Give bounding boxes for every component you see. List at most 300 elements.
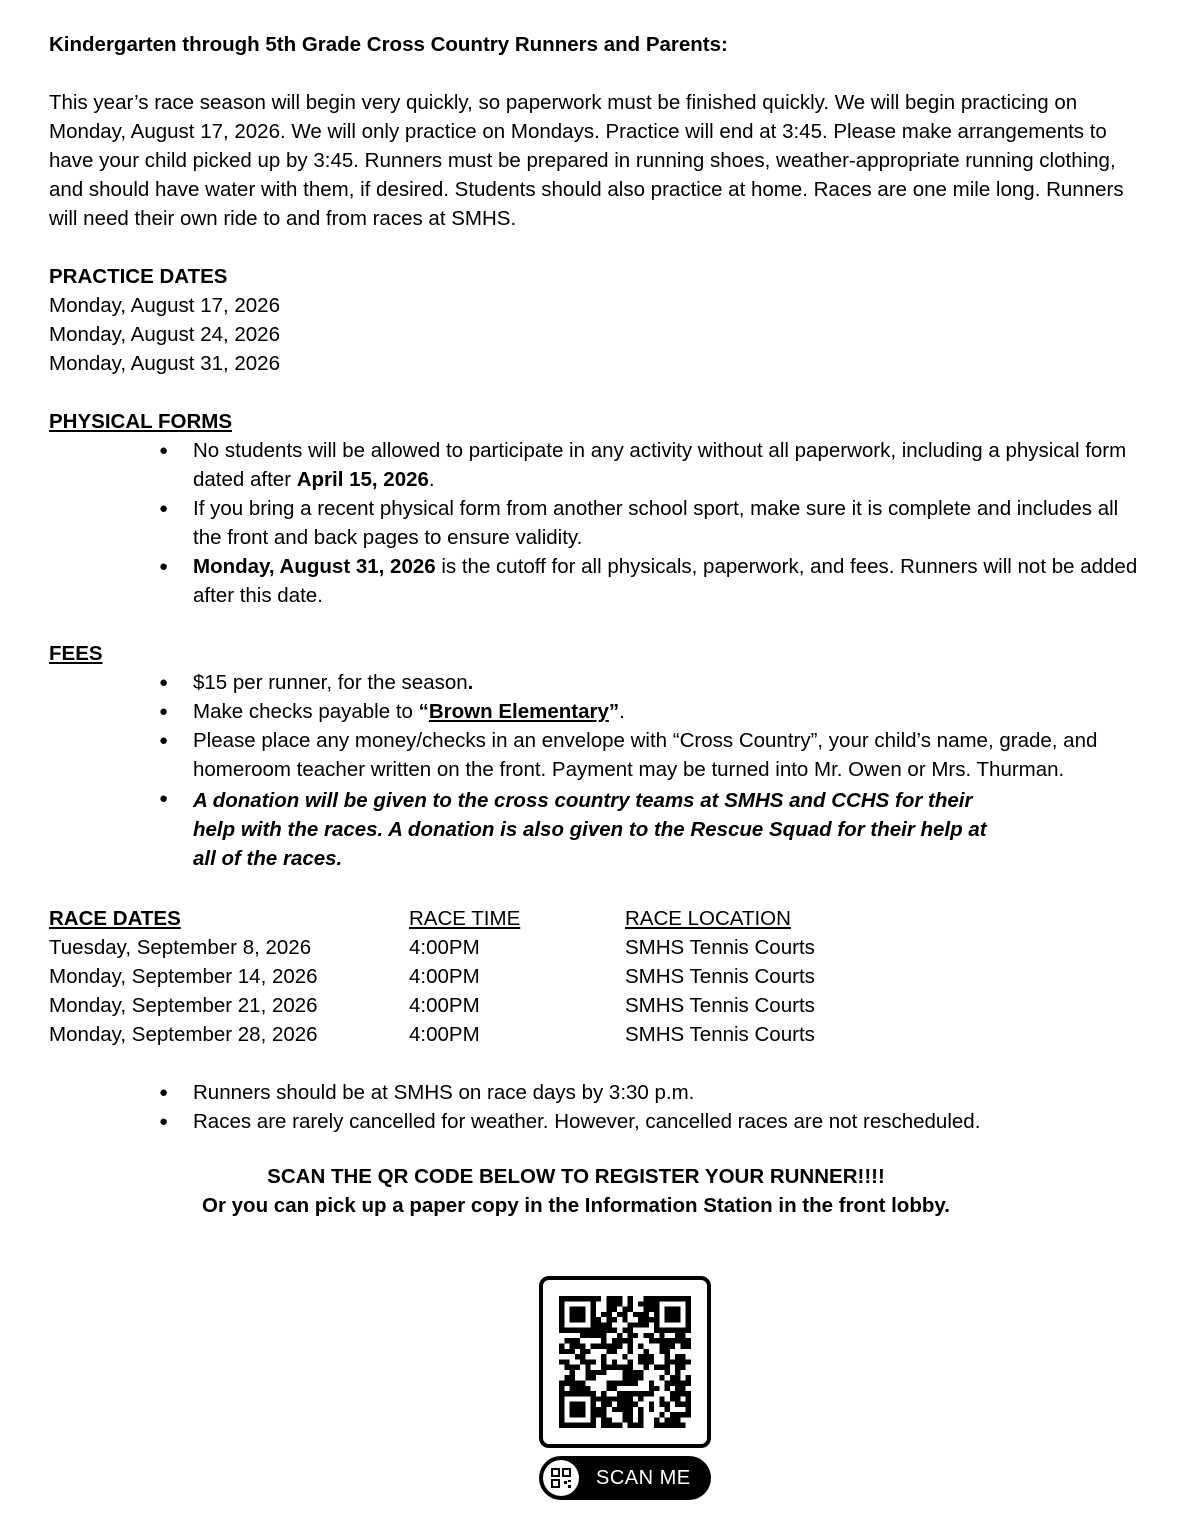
qr-module: [559, 1407, 564, 1412]
qr-module: [665, 1386, 670, 1391]
qr-module: [643, 1349, 648, 1354]
qr-module: [601, 1354, 606, 1359]
qr-module: [591, 1402, 596, 1407]
qr-module: [686, 1338, 691, 1343]
qr-module: [675, 1365, 680, 1370]
document-page: [49, 30, 1139, 1220]
qr-module: [622, 1396, 627, 1401]
qr-module: [628, 1370, 633, 1375]
qr-module: [686, 1396, 691, 1401]
qr-module: [601, 1407, 606, 1412]
qr-module: [570, 1344, 575, 1349]
qr-module: [575, 1412, 580, 1417]
qr-module: [575, 1407, 580, 1412]
qr-module: [628, 1391, 633, 1396]
qr-module: [622, 1354, 627, 1359]
qr-module: [559, 1312, 564, 1317]
list-item: ● Monday, August 31, 2026 is the cutoff for all physicals, paperwork, and fees. Runners will not be added after this date.: [159, 552, 1139, 610]
qr-module: [617, 1312, 622, 1317]
qr-module: [570, 1307, 575, 1312]
qr-module: [580, 1312, 585, 1317]
qr-module: [575, 1338, 580, 1343]
qr-module: [633, 1370, 638, 1375]
qr-module: [628, 1407, 633, 1412]
qr-module: [675, 1391, 680, 1396]
qr-module: [591, 1296, 596, 1301]
qr-module: [680, 1412, 685, 1417]
qr-module: [628, 1396, 633, 1401]
qr-module: [628, 1301, 633, 1306]
registration-callout: [0, 1162, 1152, 1220]
intro-paragraph: This year’s race season will begin very quickly, so paperwork must be finished quickly. We will begin practicing on Monday, August 17, 2026. We will only practice on Mondays. Practice will end at 3:45. Please make arrangements to have your child picked up by 3:45. Runners must be prepared in running shoes, weather-appropriate running clothing, and should have water with them, if desired. Students should also practice at home. Races are one mile long. Runners will need their own ride to and from races at SMHS.: [49, 91, 1124, 230]
qr-module: [570, 1407, 575, 1412]
qr-module: [612, 1349, 617, 1354]
qr-module: [612, 1301, 617, 1306]
qr-module: [585, 1375, 590, 1380]
qr-module: [628, 1344, 633, 1349]
qr-module: [670, 1391, 675, 1396]
qr-module: [596, 1328, 601, 1333]
qr-module: [659, 1296, 664, 1301]
qr-module: [591, 1391, 596, 1396]
qr-module: [622, 1338, 627, 1343]
qr-module: [596, 1322, 601, 1327]
qr-module: [670, 1359, 675, 1364]
qr-module: [612, 1328, 617, 1333]
qr-module: [585, 1365, 590, 1370]
qr-module: [601, 1359, 606, 1364]
qr-module: [665, 1354, 670, 1359]
qr-module: [596, 1296, 601, 1301]
qr-module: [580, 1380, 585, 1385]
qr-module: [591, 1307, 596, 1312]
qr-module: [665, 1407, 670, 1412]
qr-module: [612, 1407, 617, 1412]
qr-module: [622, 1380, 627, 1385]
qr-module: [675, 1307, 680, 1312]
qr-module: [591, 1375, 596, 1380]
qr-module: [649, 1402, 654, 1407]
qr-module: [633, 1333, 638, 1338]
qr-module: [659, 1375, 664, 1380]
qr-module: [601, 1402, 606, 1407]
qr-module: [643, 1296, 648, 1301]
qr-module: [659, 1423, 664, 1428]
qr-module: [628, 1380, 633, 1385]
qr-module: [665, 1296, 670, 1301]
qr-module: [580, 1307, 585, 1312]
qr-module: [659, 1328, 664, 1333]
qr-module: [675, 1328, 680, 1333]
qr-module: [564, 1365, 569, 1370]
practice-date: Monday, August 24, 2026: [49, 323, 280, 346]
qr-module: [575, 1391, 580, 1396]
qr-module: [670, 1344, 675, 1349]
qr-module: [638, 1412, 643, 1417]
qr-module: [628, 1359, 633, 1364]
qr-module: [591, 1423, 596, 1428]
qr-module: [670, 1296, 675, 1301]
qr-module: [649, 1386, 654, 1391]
qr-module: [665, 1338, 670, 1343]
list-item: ● Please place any money/checks in an envelope with “Cross Country”, your child’s name, grade, and homeroom teacher written on the front. Payment may be turned into Mr. Owen or Mrs. Thurman.: [159, 726, 1139, 784]
qr-module: [633, 1312, 638, 1317]
qr-module: [622, 1328, 627, 1333]
qr-module: [680, 1365, 685, 1370]
qr-module: [622, 1312, 627, 1317]
qr-module: [680, 1333, 685, 1338]
qr-module: [617, 1365, 622, 1370]
qr-module: [564, 1359, 569, 1364]
qr-module: [680, 1338, 685, 1343]
qr-module: [570, 1402, 575, 1407]
qr-module: [617, 1391, 622, 1396]
qr-module: [675, 1386, 680, 1391]
qr-module: [675, 1396, 680, 1401]
qr-module: [686, 1402, 691, 1407]
qr-module: [675, 1338, 680, 1343]
qr-module: [564, 1391, 569, 1396]
qr-module: [633, 1322, 638, 1327]
qr-module: [570, 1328, 575, 1333]
qr-module: [643, 1359, 648, 1364]
qr-module: [665, 1423, 670, 1428]
qr-module: [643, 1354, 648, 1359]
qr-module: [617, 1296, 622, 1301]
qr-module: [680, 1359, 685, 1364]
qr-module: [580, 1317, 585, 1322]
qr-module: [686, 1407, 691, 1412]
qr-module: [612, 1344, 617, 1349]
qr-module: [601, 1338, 606, 1343]
qr-module: [601, 1344, 606, 1349]
qr-module: [575, 1317, 580, 1322]
qr-module: [659, 1338, 664, 1343]
qr-module: [580, 1359, 585, 1364]
qr-module: [680, 1296, 685, 1301]
list-item: ● Races are rarely cancelled for weather. However, cancelled races are not rescheduled.: [159, 1107, 1139, 1136]
qr-module: [575, 1386, 580, 1391]
qr-module: [612, 1423, 617, 1428]
qr-module: [607, 1423, 612, 1428]
qr-module: [628, 1412, 633, 1417]
qr-module: [601, 1312, 606, 1317]
qr-module: [596, 1412, 601, 1417]
list-item: ● Make checks payable to “Brown Elementary”.: [159, 697, 1139, 726]
payee-name: Brown Elementary: [428, 700, 609, 723]
qr-module: [649, 1307, 654, 1312]
qr-module: [628, 1296, 633, 1301]
qr-module: [601, 1417, 606, 1422]
qr-module: [622, 1317, 627, 1322]
qr-module: [559, 1296, 564, 1301]
qr-module: [643, 1312, 648, 1317]
race-time-cell: 4:00PM: [409, 936, 480, 959]
qr-module: [617, 1380, 622, 1385]
qr-module: [596, 1317, 601, 1322]
qr-module: [559, 1307, 564, 1312]
qr-module: [570, 1386, 575, 1391]
qr-module: [559, 1380, 564, 1385]
qr-module: [654, 1328, 659, 1333]
race-location-cell: SMHS Tennis Courts: [625, 936, 815, 959]
qr-module: [580, 1349, 585, 1354]
qr-module: [591, 1407, 596, 1412]
qr-module: [675, 1375, 680, 1380]
qr-module: [686, 1412, 691, 1417]
cta-line: Or you can pick up a paper copy in the Information Station in the front lobby.: [202, 1194, 950, 1217]
qr-module: [596, 1407, 601, 1412]
qr-module: [654, 1301, 659, 1306]
qr-module: [686, 1312, 691, 1317]
qr-module: [612, 1338, 617, 1343]
qr-module: [686, 1328, 691, 1333]
qr-module: [670, 1396, 675, 1401]
qr-scan-icon: [543, 1460, 579, 1496]
qr-module: [622, 1365, 627, 1370]
qr-module: [575, 1312, 580, 1317]
qr-module: [638, 1396, 643, 1401]
qr-module: [601, 1412, 606, 1417]
qr-module: [638, 1312, 643, 1317]
qr-module: [559, 1396, 564, 1401]
qr-module: [633, 1423, 638, 1428]
qr-module: [601, 1391, 606, 1396]
qr-module: [665, 1312, 670, 1317]
qr-module: [622, 1391, 627, 1396]
qr-module: [638, 1354, 643, 1359]
qr-module: [612, 1396, 617, 1401]
qr-module: [680, 1386, 685, 1391]
qr-module: [607, 1307, 612, 1312]
qr-module: [564, 1328, 569, 1333]
qr-module: [649, 1301, 654, 1306]
qr-module: [633, 1375, 638, 1380]
qr-module: [559, 1412, 564, 1417]
qr-module: [622, 1375, 627, 1380]
qr-module: [638, 1423, 643, 1428]
qr-module: [617, 1402, 622, 1407]
qr-module: [638, 1322, 643, 1327]
qr-module: [654, 1317, 659, 1322]
qr-module: [559, 1301, 564, 1306]
qr-module: [601, 1328, 606, 1333]
qr-module: [570, 1365, 575, 1370]
qr-module: [617, 1344, 622, 1349]
qr-module: [670, 1380, 675, 1385]
qr-module: [607, 1396, 612, 1401]
qr-module: [617, 1338, 622, 1343]
cta-line: SCAN THE QR CODE BELOW TO REGISTER YOUR RUNNER!!!!: [267, 1165, 885, 1188]
qr-module: [680, 1402, 685, 1407]
qr-module: [591, 1370, 596, 1375]
qr-module: [649, 1391, 654, 1396]
qr-module: [643, 1391, 648, 1396]
qr-module: [633, 1380, 638, 1385]
qr-module: [601, 1396, 606, 1401]
fees-title: FEES: [49, 642, 103, 665]
race-time-cell: 4:00PM: [409, 1023, 480, 1046]
qr-module: [643, 1322, 648, 1327]
qr-module: [570, 1312, 575, 1317]
qr-module: [622, 1412, 627, 1417]
qr-module: [601, 1322, 606, 1327]
qr-module: [659, 1344, 664, 1349]
qr-module: [575, 1365, 580, 1370]
qr-module: [675, 1312, 680, 1317]
qr-module: [680, 1391, 685, 1396]
qr-module: [591, 1322, 596, 1327]
qr-module: [665, 1365, 670, 1370]
qr-module: [591, 1317, 596, 1322]
qr-module: [580, 1386, 585, 1391]
qr-module: [654, 1312, 659, 1317]
race-time-cell: 4:00PM: [409, 965, 480, 988]
qr-module: [559, 1317, 564, 1322]
list-item: ● $15 per runner, for the season.: [159, 668, 1139, 697]
qr-module: [570, 1370, 575, 1375]
qr-module: [570, 1380, 575, 1385]
qr-module: [601, 1370, 606, 1375]
qr-module: [596, 1396, 601, 1401]
qr-module: [686, 1296, 691, 1301]
practice-dates-title: PRACTICE DATES: [49, 265, 228, 288]
table-header: RACE LOCATION: [625, 907, 791, 930]
qr-module: [617, 1333, 622, 1338]
qr-module: [665, 1317, 670, 1322]
qr-module: [607, 1344, 612, 1349]
qr-module: [580, 1402, 585, 1407]
qr-module: [686, 1375, 691, 1380]
qr-module: [670, 1423, 675, 1428]
qr-module: [591, 1359, 596, 1364]
qr-module: [665, 1370, 670, 1375]
qr-module: [638, 1301, 643, 1306]
qr-module: [665, 1307, 670, 1312]
qr-code-block: [539, 1276, 711, 1500]
qr-module: [649, 1317, 654, 1322]
qr-module: [649, 1296, 654, 1301]
race-date-cell: Monday, September 21, 2026: [49, 994, 318, 1017]
qr-module: [607, 1417, 612, 1422]
qr-module: [654, 1417, 659, 1422]
scan-me-button[interactable]: [539, 1456, 711, 1500]
race-location-cell: SMHS Tennis Courts: [625, 965, 815, 988]
race-date-cell: Monday, September 14, 2026: [49, 965, 318, 988]
qr-module: [665, 1359, 670, 1364]
qr-module: [643, 1317, 648, 1322]
qr-module: [675, 1317, 680, 1322]
qr-module: [575, 1402, 580, 1407]
physical-forms-list: [49, 436, 1139, 610]
qr-module: [580, 1391, 585, 1396]
qr-module: [612, 1380, 617, 1385]
qr-module: [570, 1375, 575, 1380]
qr-module: [591, 1312, 596, 1317]
qr-module: [686, 1307, 691, 1312]
qr-module: [670, 1307, 675, 1312]
qr-module: [665, 1380, 670, 1385]
qr-module: [622, 1417, 627, 1422]
qr-module: [654, 1307, 659, 1312]
qr-module: [607, 1380, 612, 1385]
qr-module: [670, 1417, 675, 1422]
qr-module: [570, 1317, 575, 1322]
qr-module: [607, 1322, 612, 1327]
qr-module: [612, 1386, 617, 1391]
qr-module: [585, 1359, 590, 1364]
qr-module: [585, 1386, 590, 1391]
qr-module: [628, 1349, 633, 1354]
qr-module: [607, 1402, 612, 1407]
qr-module: [601, 1333, 606, 1338]
qr-module: [559, 1423, 564, 1428]
qr-module: [675, 1380, 680, 1385]
qr-module: [633, 1391, 638, 1396]
qr-module: [643, 1307, 648, 1312]
qr-module: [654, 1322, 659, 1327]
qr-module: [649, 1380, 654, 1385]
qr-module: [649, 1333, 654, 1338]
qr-module: [649, 1359, 654, 1364]
qr-module: [649, 1338, 654, 1343]
qr-code-icon: [559, 1296, 691, 1428]
qr-code[interactable]: [539, 1276, 711, 1448]
qr-module: [686, 1344, 691, 1349]
qr-module: [638, 1391, 643, 1396]
list-item: ● No students will be allowed to participate in any activity without all paperwork, including a physical form dated after April 15, 2026.: [159, 436, 1139, 494]
qr-module: [680, 1423, 685, 1428]
list-item: ● Runners should be at SMHS on race days by 3:30 p.m.: [159, 1078, 1139, 1107]
practice-date: Monday, August 17, 2026: [49, 294, 280, 317]
qr-module: [659, 1349, 664, 1354]
qr-module: [559, 1391, 564, 1396]
qr-module: [570, 1349, 575, 1354]
qr-module: [680, 1344, 685, 1349]
qr-module: [675, 1423, 680, 1428]
qr-module: [564, 1423, 569, 1428]
qr-module: [607, 1301, 612, 1306]
qr-module: [628, 1375, 633, 1380]
qr-module: [612, 1359, 617, 1364]
qr-module: [638, 1407, 643, 1412]
qr-module: [633, 1402, 638, 1407]
qr-module: [612, 1307, 617, 1312]
race-time-cell: 4:00PM: [409, 994, 480, 1017]
qr-module: [638, 1375, 643, 1380]
qr-module: [591, 1301, 596, 1306]
qr-module: [570, 1423, 575, 1428]
qr-module: [686, 1317, 691, 1322]
qr-module: [628, 1417, 633, 1422]
qr-module: [585, 1391, 590, 1396]
qr-module: [628, 1402, 633, 1407]
qr-module: [585, 1349, 590, 1354]
qr-module: [591, 1412, 596, 1417]
qr-module: [591, 1328, 596, 1333]
qr-module: [649, 1407, 654, 1412]
qr-module: [585, 1423, 590, 1428]
qr-module: [596, 1370, 601, 1375]
qr-module: [607, 1296, 612, 1301]
qr-module: [580, 1344, 585, 1349]
qr-module: [675, 1370, 680, 1375]
qr-module: [670, 1412, 675, 1417]
qr-module: [601, 1365, 606, 1370]
qr-module: [591, 1417, 596, 1422]
qr-module: [575, 1328, 580, 1333]
qr-module: [564, 1338, 569, 1343]
